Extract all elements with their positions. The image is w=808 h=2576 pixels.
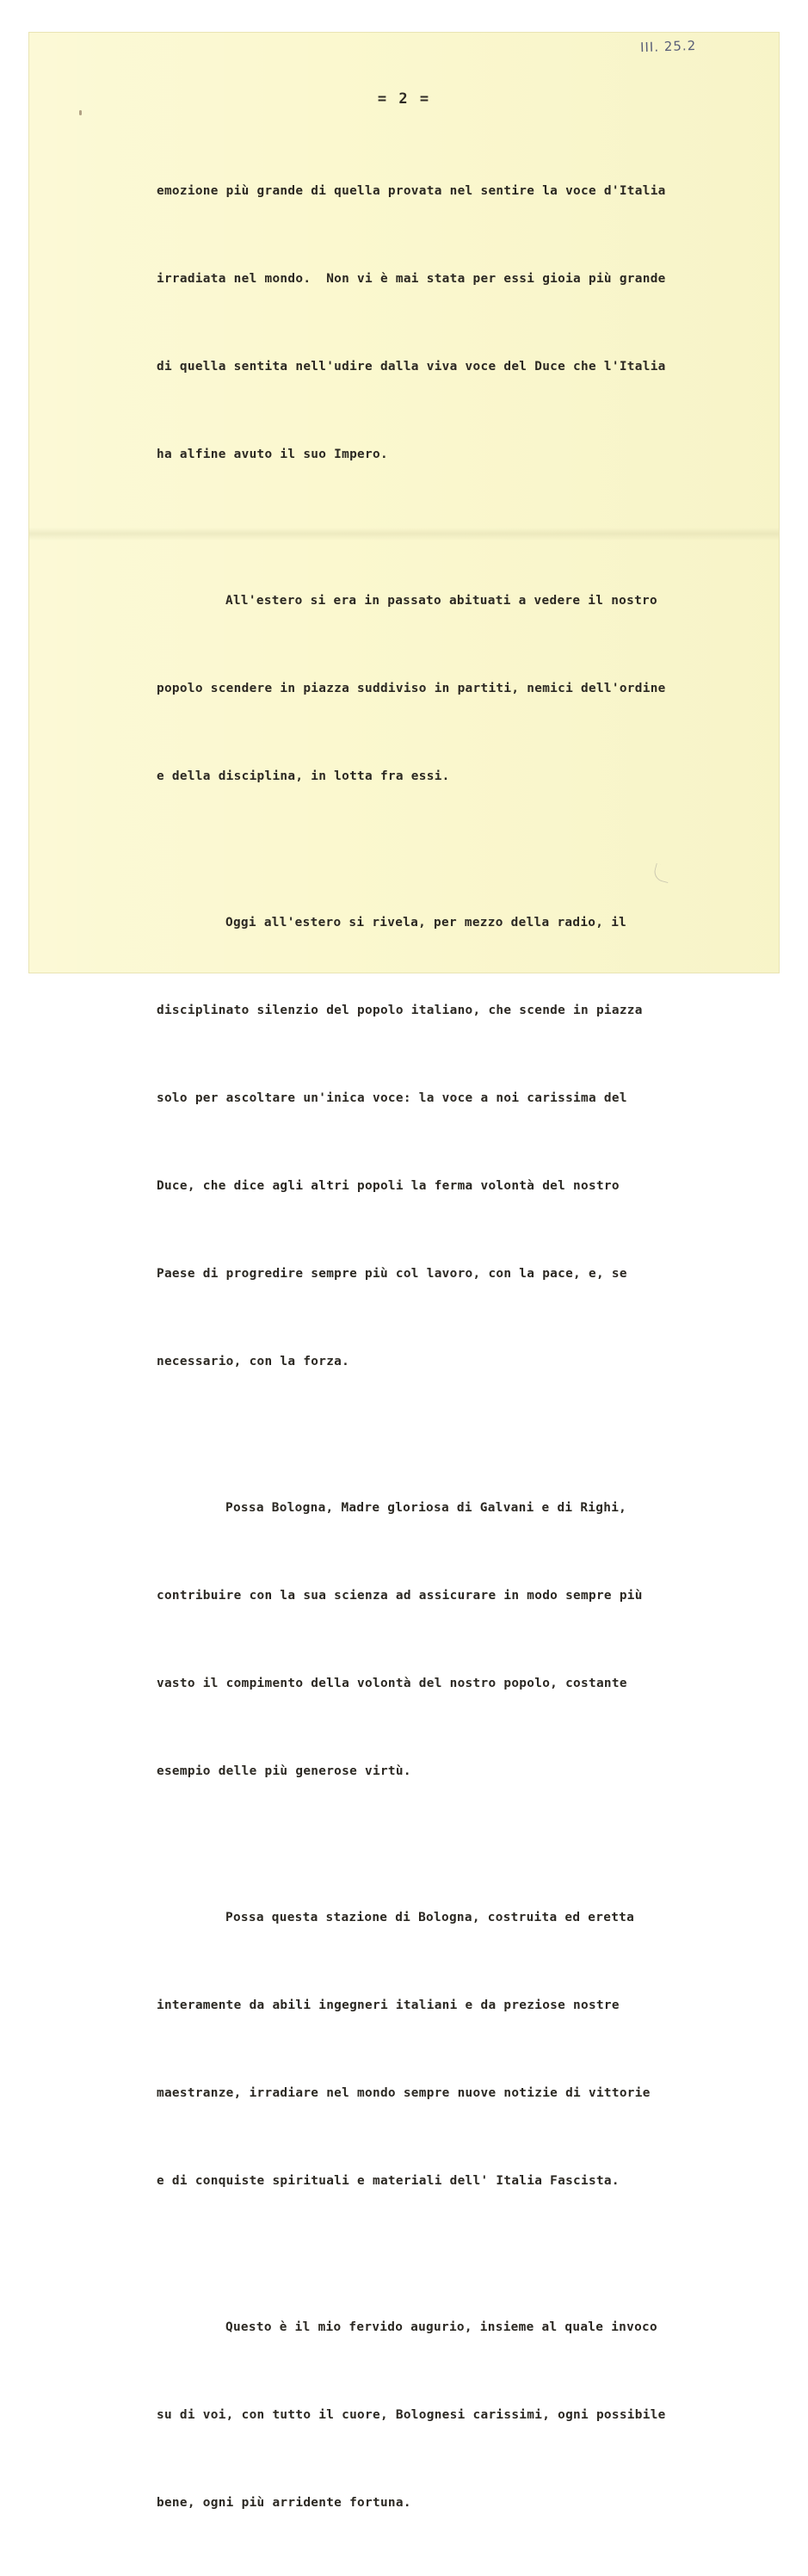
text-line: Questo è il mio fervido augurio, insieme al quale invoco <box>225 2320 657 2334</box>
text-line: Oggi all'estero si rivela, per mezzo della radio, il <box>225 916 627 930</box>
text-line: maestranze, irradiare nel mondo sempre nuove notizie di vittorie <box>157 2086 651 2100</box>
text-line: necessario, con la forza. <box>157 1355 350 1368</box>
paragraph-2 <box>157 528 742 849</box>
text-line: Possa questa stazione di Bologna, costruita ed eretta <box>225 1911 635 1924</box>
typed-text-body <box>157 118 742 2576</box>
paragraph-6 <box>157 2254 742 2576</box>
text-line: contribuire con la sua scienza ad assicurare in modo sempre più <box>157 1589 643 1603</box>
paragraph-4 <box>157 1435 742 1844</box>
text-line: Paese di progredire sempre più col lavoro, con la pace, e, se <box>157 1267 627 1281</box>
text-line: Possa Bologna, Madre gloriosa di Galvani e di Righi, <box>225 1501 627 1515</box>
text-line: irradiata nel mondo. Non vi è mai stata per essi gioia più grande <box>157 272 666 286</box>
paragraph-5 <box>157 1844 742 2254</box>
paragraph-1 <box>157 118 742 528</box>
text-line: popolo scendere in piazza suddiviso in partiti, nemici dell'ordine <box>157 682 666 695</box>
text-line: solo per ascoltare un'inica voce: la voce a noi carissima del <box>157 1091 627 1105</box>
text-line: di quella sentita nell'udire dalla viva voce del Duce che l'Italia <box>157 360 666 374</box>
text-line: esempio delle più generose virtù. <box>157 1764 411 1778</box>
text-line: interamente da abili ingegneri italiani e da preziose nostre <box>157 1998 620 2012</box>
text-line: All'estero si era in passato abituati a vedere il nostro <box>225 594 657 608</box>
ink-speck <box>79 110 82 115</box>
text-line: su di voi, con tutto il cuore, Bolognesi carissimi, ogni possibile <box>157 2408 666 2422</box>
text-line: e di conquiste spirituali e materiali dell' Italia Fascista. <box>157 2174 620 2188</box>
text-line: bene, ogni più arridente fortuna. <box>157 2496 411 2510</box>
text-line: disciplinato silenzio del popolo italiano, che scende in piazza <box>157 1004 643 1017</box>
archive-reference-note: III. 25.2 <box>639 37 697 56</box>
paragraph-3 <box>157 849 742 1435</box>
text-line: ha alfine avuto il suo Impero. <box>157 448 388 461</box>
text-line: vasto il compimento della volontà del nostro popolo, costante <box>157 1677 627 1690</box>
text-line: Duce, che dice agli altri popoli la ferma volontà del nostro <box>157 1179 620 1193</box>
page-number: = 2 = <box>377 90 431 108</box>
text-line: emozione più grande di quella provata nel sentire la voce d'Italia <box>157 184 666 198</box>
text-line: e della disciplina, in lotta fra essi. <box>157 769 450 783</box>
